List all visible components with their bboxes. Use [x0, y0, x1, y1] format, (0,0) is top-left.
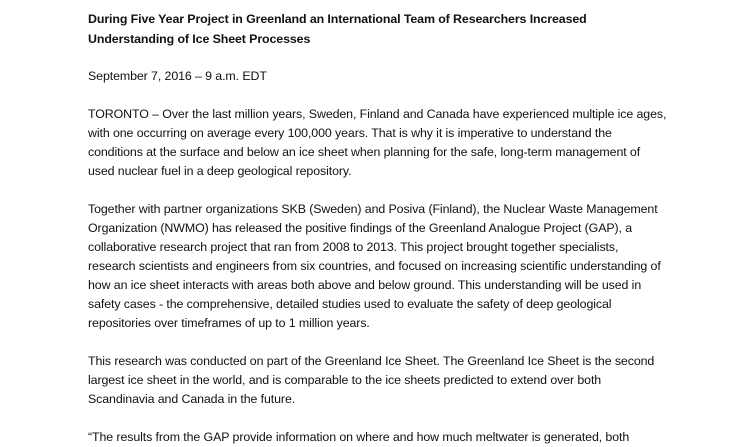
document-date: September 7, 2016 – 9 a.m. EDT: [88, 69, 267, 83]
paragraph-2: Together with partner organizations SKB (Sweden) and Posiva (Finland), the Nuclear Waste Management Organization (NWMO) has released the positive findings of the Greenland Analogue Project (GAP), a collaborative research project that ran from 2008 to 2013. This project brought together specialists, research scientists and engineers from six countries, and focused on increasing scientific understanding of how an ice sheet interacts with areas both above and below ground. This understanding will be used in safety cases - the comprehensive, detailed studies used to evaluate the safety of deep geological repositories over timeframes of up to 1 million years.: [88, 202, 661, 330]
paragraph-4: “The results from the GAP provide information on where and how much meltwater is generated, both: [88, 430, 630, 444]
document-body: [88, 9, 668, 447]
paragraph-3: This research was conducted on part of the Greenland Ice Sheet. The Greenland Ice Sheet is the second largest ice sheet in the world, and is comparable to the ice sheets predicted to extend over both Scandinavia and Canada in the future.: [88, 354, 655, 406]
document-title: During Five Year Project in Greenland an International Team of Researchers Increased Understanding of Ice Sheet Processes: [88, 12, 587, 46]
paragraph-1: TORONTO – Over the last million years, Sweden, Finland and Canada have experienced multiple ice ages, with one occurring on average every 100,000 years. That is why it is imperative to understand the conditions at the surface and below an ice sheet when planning for the safe, long-term management of used nuclear fuel in a deep geological repository.: [88, 107, 667, 178]
